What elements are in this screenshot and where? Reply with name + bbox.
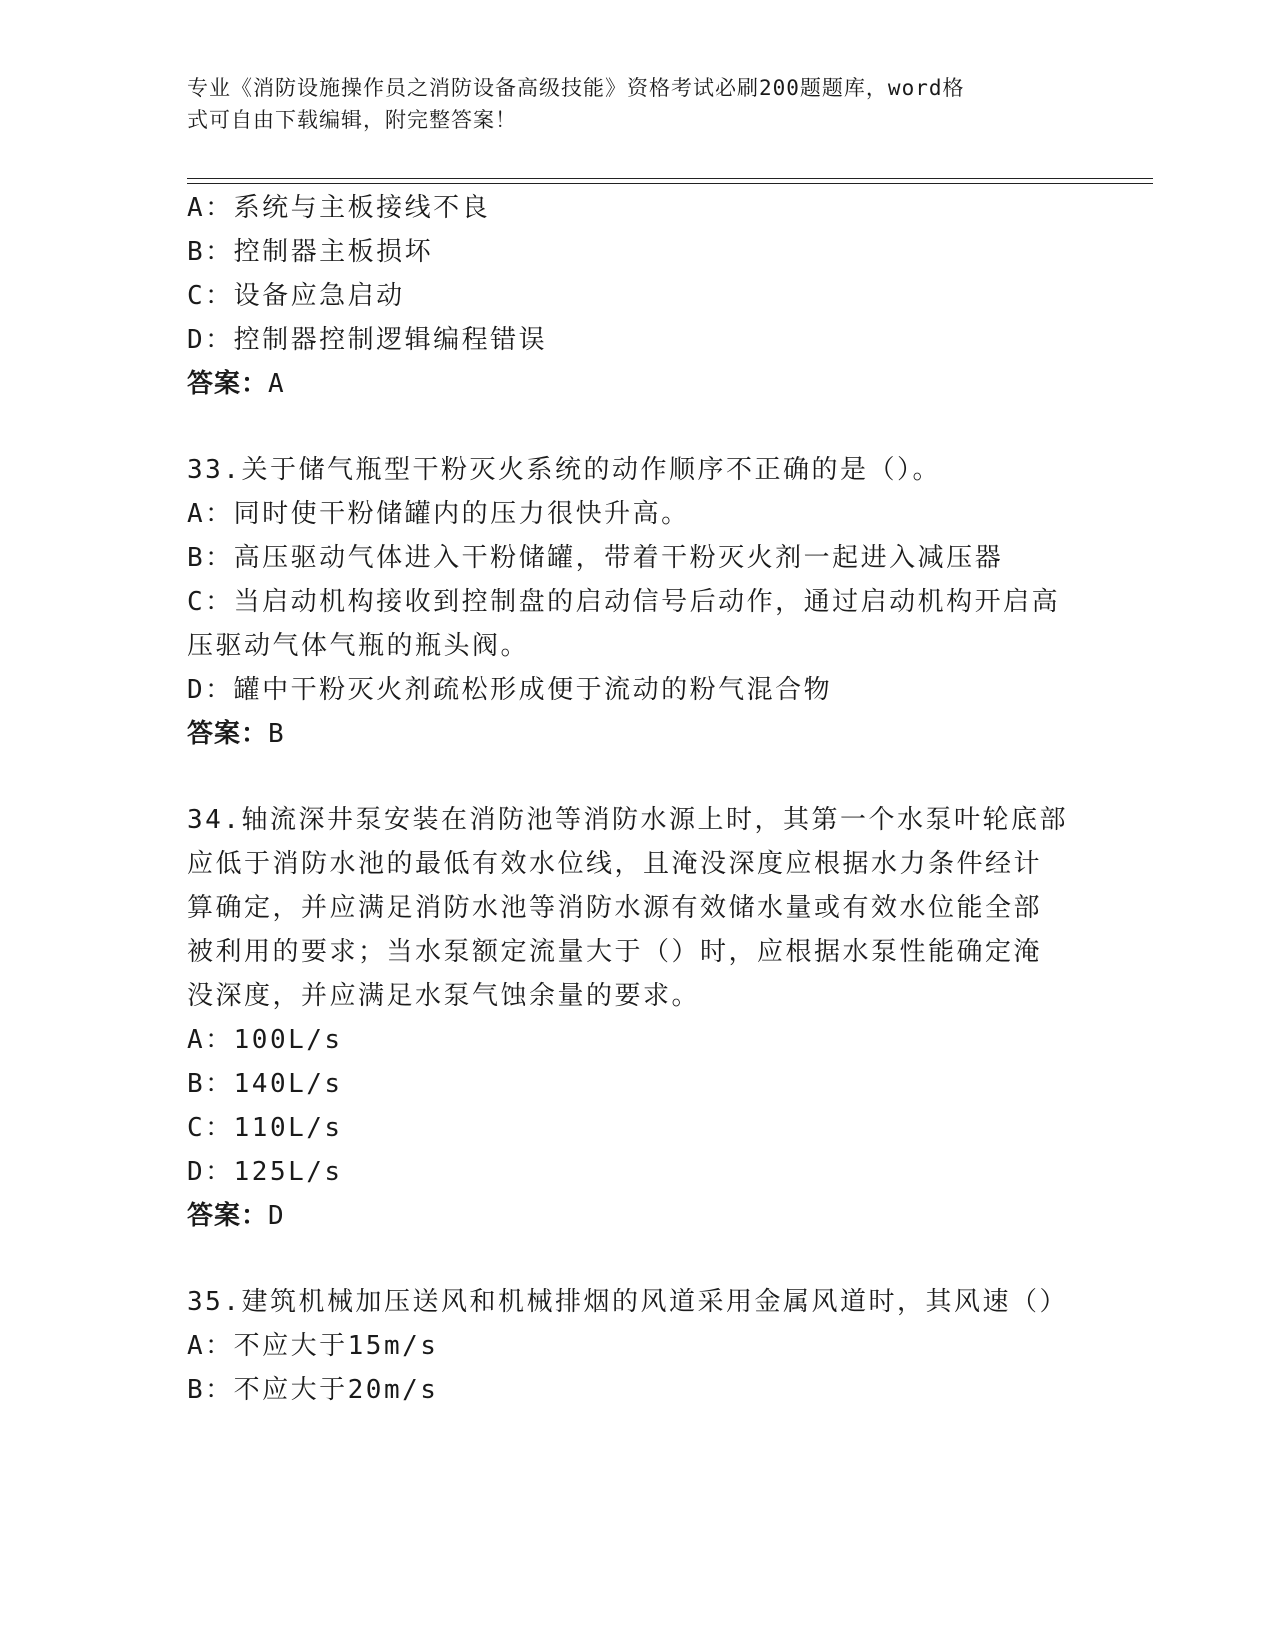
- answer-value: B: [268, 719, 285, 749]
- answer-value: A: [268, 369, 285, 399]
- q32-answer: [187, 366, 285, 402]
- header-divider-top: [187, 178, 1153, 179]
- q32-option-c: C：设备应急启动: [187, 281, 405, 311]
- q33-option-a: A：同时使干粉储罐内的压力很快升高。: [187, 499, 690, 529]
- q34-option-c: C：110L/s: [187, 1113, 343, 1143]
- q35-option-b: B：不应大于20m/s: [187, 1375, 439, 1405]
- q35-option-a: A：不应大于15m/s: [187, 1331, 439, 1361]
- q34-stem-line-1: 34.轴流深井泵安装在消防池等消防水源上时，其第一个水泵叶轮底部: [187, 805, 1068, 835]
- q34-option-b: B：140L/s: [187, 1069, 343, 1099]
- q34-option-d: D：125L/s: [187, 1157, 343, 1187]
- q34-stem-line-4: 被利用的要求；当水泵额定流量大于（）时，应根据水泵性能确定淹: [187, 937, 1043, 967]
- header-line-1: 专业《消防设施操作员之消防设备高级技能》资格考试必刷200题题库，word格: [187, 76, 965, 100]
- q33-option-b: B：高压驱动气体进入干粉储罐，带着干粉灭火剂一起进入减压器: [187, 543, 1004, 573]
- document-header: [187, 72, 1077, 136]
- q32-option-b: B：控制器主板损坏: [187, 237, 434, 267]
- q32-option-a: A：系统与主板接线不良: [187, 193, 491, 223]
- q33-stem: 33.关于储气瓶型干粉灭火系统的动作顺序不正确的是（）。: [187, 455, 941, 485]
- q34-stem-line-5: 没深度，并应满足水泵气蚀余量的要求。: [187, 981, 701, 1011]
- answer-label: 答案：: [187, 719, 269, 749]
- q33-option-c: C：当启动机构接收到控制盘的启动信号后动作，通过启动机构开启高: [187, 587, 1061, 617]
- q33-option-d: D：罐中干粉灭火剂疏松形成便于流动的粉气混合物: [187, 675, 833, 705]
- header-divider-bottom: [187, 183, 1153, 184]
- answer-label: 答案：: [187, 369, 269, 399]
- q34-answer: [187, 1198, 285, 1234]
- q32-option-d: D：控制器控制逻辑编程错误: [187, 325, 548, 355]
- q34-stem-line-3: 算确定，并应满足消防水池等消防水源有效储水量或有效水位能全部: [187, 893, 1043, 923]
- answer-label: 答案：: [187, 1201, 269, 1231]
- header-line-2: 式可自由下载编辑，附完整答案！: [187, 108, 517, 132]
- q33-option-c-continued: 压驱动气体气瓶的瓶头阀。: [187, 631, 530, 661]
- q34-option-a: A：100L/s: [187, 1025, 343, 1055]
- q35-stem: 35.建筑机械加压送风和机械排烟的风道采用金属风道时，其风速（）: [187, 1287, 1068, 1317]
- q34-stem-line-2: 应低于消防水池的最低有效水位线，且淹没深度应根据水力条件经计: [187, 849, 1043, 879]
- answer-value: D: [268, 1201, 285, 1231]
- q33-answer: [187, 716, 285, 752]
